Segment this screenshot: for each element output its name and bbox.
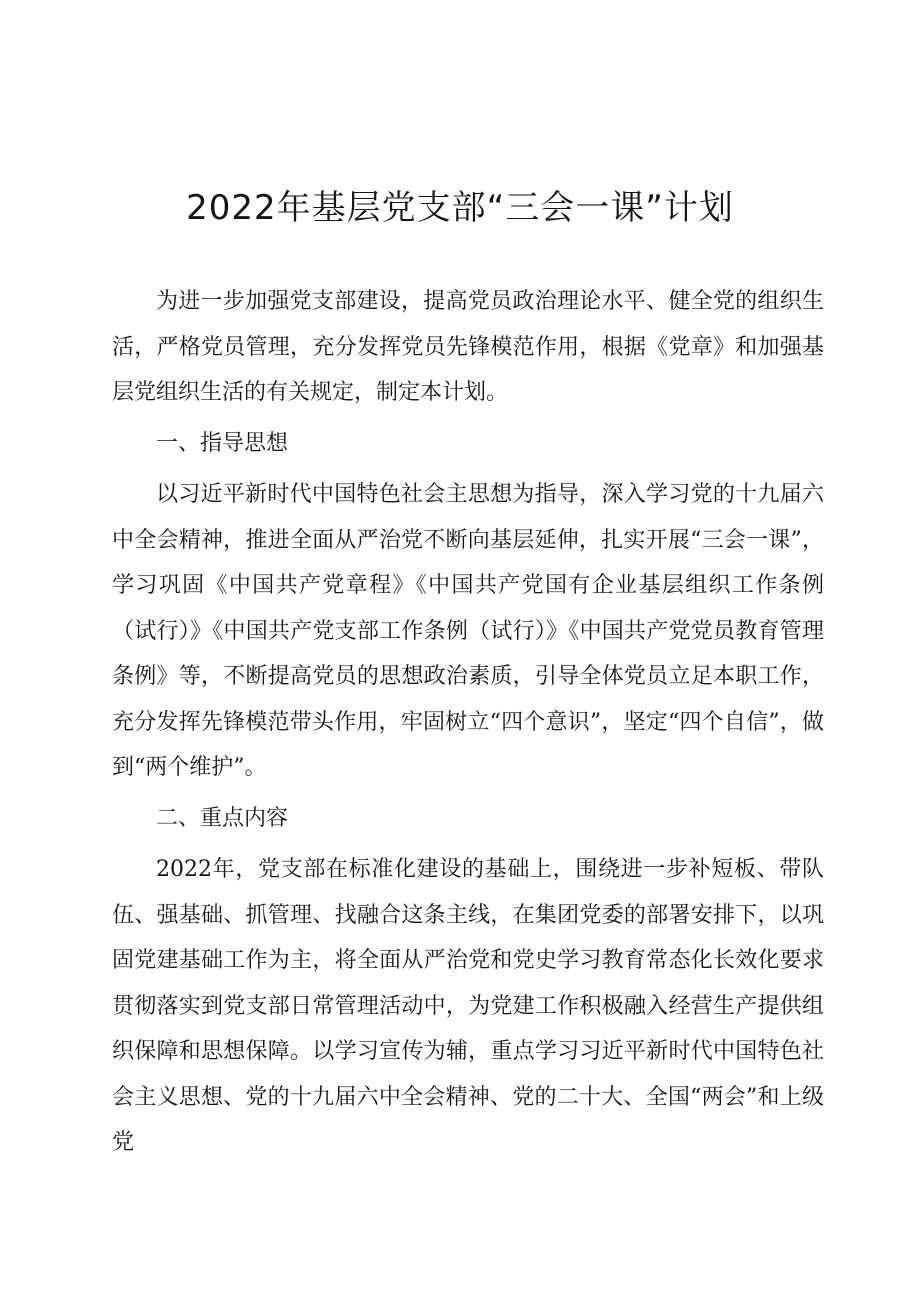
document-body: [112, 279, 824, 1171]
section-heading-guiding-ideology: 一、指导思想: [156, 431, 289, 456]
guiding-ideology-paragraph: 以习近平新时代中国特色社会主思想为指导，深入学习党的十九届六中全会精神，推进全面从严治党不断向基层延伸，扎实开展“三会一课”，学习巩固《中国共产党章程》《中国共产党国有企业基层组织工作条例（试行）》《中国共产党支部工作条例（试行）》《中国共产党党员教育管理条例》等，不断提高党员的思想政治素质，引导全体党员立足本职工作，充分发挥先锋模范带头作用，牢固树立“四个意识”，坚定“四个自信”，做到“两个维护”。: [112, 482, 824, 780]
document-title: 2022年基层党支部“三会一课”计划: [186, 188, 734, 228]
section-heading-key-content: 二、重点内容: [156, 806, 289, 831]
intro-paragraph: 为进一步加强党支部建设，提高党员政治理论水平、健全党的组织生活，严格党员管理，充分发挥党员先锋模范作用，根据《党章》和加强基层党组织生活的有关规定，制定本计划。: [112, 289, 824, 405]
key-content-paragraph: 2022年，党支部在标准化建设的基础上，围绕进一步补短板、带队伍、强基础、抓管理、找融合这条主线，在集团党委的部署安排下，以巩固党建基础工作为主，将全面从严治党和党史学习教育常态化长效化要求贯彻落实到党支部日常管理活动中，为党建工作积极融入经营生产提供组织保障和思想保障。以学习宣传为辅，重点学习习近平新时代中国特色社会主义思想、党的十九届六中全会精神、党的二十大、全国“两会”和上级党: [112, 857, 824, 1155]
